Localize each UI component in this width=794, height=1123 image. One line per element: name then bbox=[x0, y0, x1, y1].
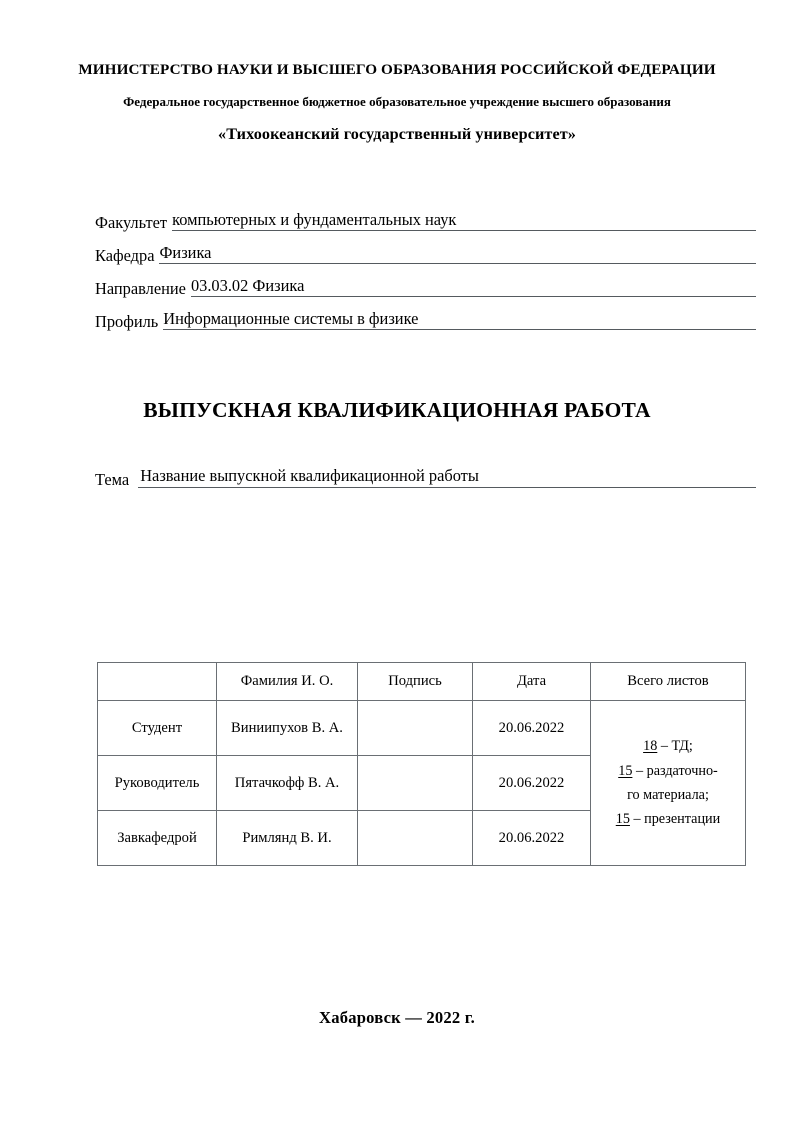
sheets-count-handout: 15 bbox=[618, 762, 633, 779]
table-header-row bbox=[98, 663, 746, 701]
field-label-faculty: Факультет bbox=[95, 212, 168, 232]
document-title: ВЫПУСКНАЯ КВАЛИФИКАЦИОННАЯ РАБОТА bbox=[143, 398, 651, 422]
sheets-line-td bbox=[595, 734, 741, 758]
header-cell-role bbox=[98, 663, 217, 701]
cell-signature-head-of-department[interactable] bbox=[358, 811, 473, 866]
sheets-label-td: – ТД; bbox=[657, 738, 693, 755]
cell-total-sheets bbox=[591, 701, 746, 866]
field-label-direction: Направление bbox=[95, 278, 186, 298]
theme-row bbox=[95, 468, 756, 488]
theme-label: Тема bbox=[95, 470, 130, 489]
signature-table bbox=[97, 662, 746, 866]
field-label-profile: Профиль bbox=[95, 311, 159, 331]
field-row-profile bbox=[95, 297, 756, 330]
header-cell-signature: Подпись bbox=[358, 663, 473, 701]
cell-date-head-of-department: 20.06.2022 bbox=[473, 811, 591, 866]
metadata-fields bbox=[95, 198, 756, 330]
header-cell-date: Дата bbox=[473, 663, 591, 701]
footer-place-year: Хабаровск — 2022 г. bbox=[319, 1008, 475, 1027]
theme-section bbox=[95, 468, 756, 488]
field-row-direction bbox=[95, 264, 756, 297]
sheets-label-handout: – раздаточно- bbox=[632, 762, 718, 779]
ministry-line: МИНИСТЕРСТВО НАУКИ И ВЫСШЕГО ОБРАЗОВАНИЯ РОССИЙСКОЙ ФЕДЕРАЦИИ bbox=[78, 61, 716, 78]
cell-role-student: Студент bbox=[98, 701, 217, 756]
field-value-profile[interactable]: Информационные системы в физике bbox=[163, 311, 756, 330]
cell-signature-student[interactable] bbox=[358, 701, 473, 756]
organization-header bbox=[60, 62, 734, 142]
table-row bbox=[98, 701, 746, 756]
theme-value[interactable]: Название выпускной квалификационной работы bbox=[138, 468, 756, 488]
sheets-line-presentation bbox=[595, 807, 741, 831]
field-label-department: Кафедра bbox=[95, 245, 155, 265]
cell-signature-supervisor[interactable] bbox=[358, 756, 473, 811]
cell-date-student: 20.06.2022 bbox=[473, 701, 591, 756]
field-row-faculty bbox=[95, 198, 756, 231]
cell-role-supervisor: Руководитель bbox=[98, 756, 217, 811]
sheets-count-td: 18 bbox=[643, 738, 658, 755]
header-cell-fullname: Фамилия И. О. bbox=[217, 663, 358, 701]
sheets-count-presentation: 15 bbox=[615, 811, 630, 828]
field-row-department bbox=[95, 231, 756, 264]
header-cell-total-sheets: Всего листов bbox=[591, 663, 746, 701]
field-value-direction[interactable]: 03.03.02 Физика bbox=[191, 278, 756, 297]
institution-type-line: Федеральное государственное бюджетное образовательное учреждение высшего образования bbox=[123, 94, 671, 110]
field-value-department[interactable]: Физика bbox=[159, 245, 756, 264]
sheets-line-handout bbox=[595, 759, 741, 783]
cell-date-supervisor: 20.06.2022 bbox=[473, 756, 591, 811]
field-value-faculty[interactable]: компьютерных и фундаментальных наук bbox=[172, 212, 756, 231]
cell-name-head-of-department: Римлянд В. И. bbox=[217, 811, 358, 866]
cell-name-student: Виниипухов В. А. bbox=[217, 701, 358, 756]
signature-table-wrapper bbox=[97, 662, 745, 866]
cell-name-supervisor: Пятачкофф В. А. bbox=[217, 756, 358, 811]
university-name-line: «Тихоокеанский государственный университет» bbox=[218, 125, 576, 144]
sheets-label-presentation: – презентации bbox=[629, 811, 721, 828]
cell-role-head-of-department: Завкафедрой bbox=[98, 811, 217, 866]
sheets-line-handout-continued: го материала; bbox=[627, 787, 709, 803]
